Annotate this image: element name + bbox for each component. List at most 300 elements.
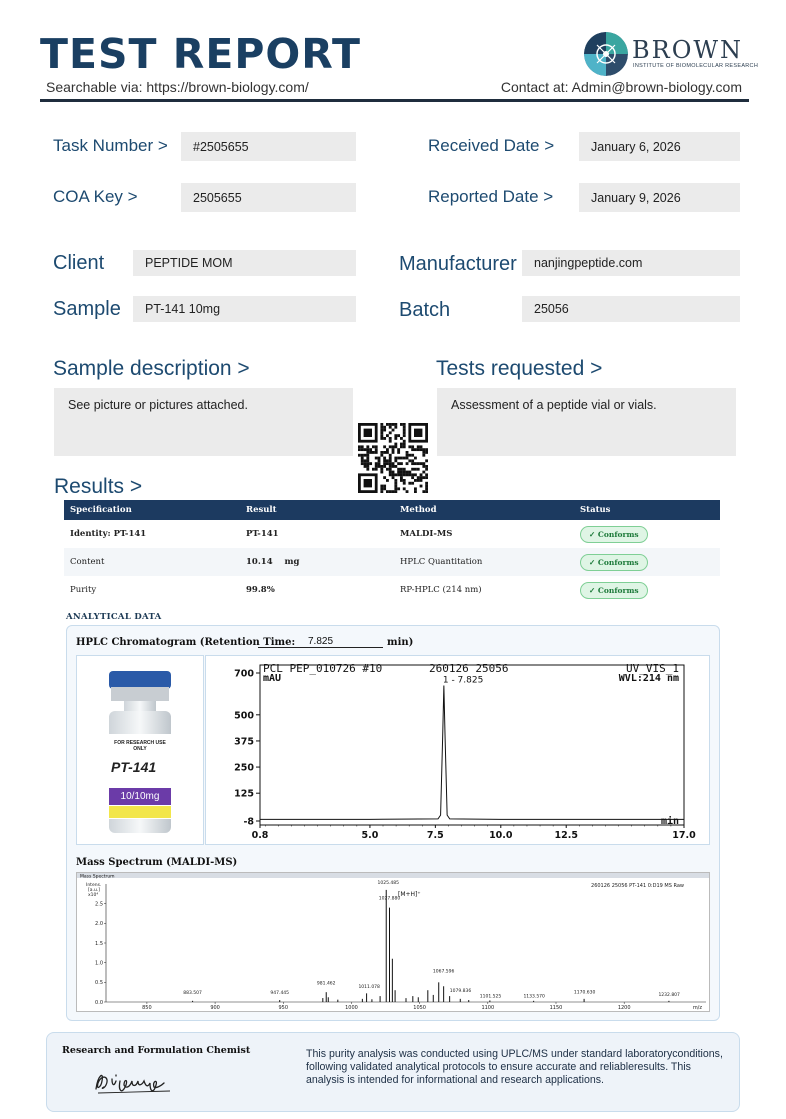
qr-module <box>406 451 409 454</box>
qr-module <box>397 451 400 454</box>
hplc-chromatogram <box>219 660 699 842</box>
qr-module <box>361 462 364 465</box>
qr-module <box>400 445 403 448</box>
qr-module <box>392 445 395 448</box>
qr-module <box>403 445 406 448</box>
qr-module <box>403 423 406 426</box>
chrom-x-tick-label: 10.0 <box>489 830 513 841</box>
qr-module <box>417 476 420 479</box>
ms-y-tick-label: 1.5 <box>95 940 103 947</box>
qr-module <box>414 448 417 451</box>
qr-module <box>389 426 392 429</box>
qr-module <box>411 476 414 479</box>
qr-module <box>386 423 389 426</box>
qr-module <box>408 454 411 457</box>
qr-module <box>392 473 395 476</box>
qr-finder-core <box>414 429 422 437</box>
qr-module <box>383 437 386 440</box>
qr-module <box>414 462 417 465</box>
qr-module <box>414 473 417 476</box>
qr-module <box>383 459 386 462</box>
qr-module <box>389 445 392 448</box>
qr-module <box>383 426 386 429</box>
row-result: 10.14 mg <box>240 548 394 576</box>
qr-module <box>394 473 397 476</box>
qr-module <box>386 462 389 465</box>
qr-module <box>400 473 403 476</box>
chrom-peak-label: 1 - 7.825 <box>442 675 484 686</box>
qr-module <box>383 476 386 479</box>
vial-name: PT-141 <box>111 759 157 775</box>
qr-module <box>380 451 383 454</box>
col-specification: Specification <box>64 500 240 520</box>
chemist-label: Research and Formulation Chemist <box>62 1045 251 1056</box>
qr-module <box>425 476 428 479</box>
qr-module <box>389 440 392 443</box>
qr-module <box>411 459 414 462</box>
chrom-x-tick-label: 5.0 <box>361 830 379 841</box>
ms-x-tick-label: 850 <box>142 1005 152 1011</box>
ms-x-tick-label: 950 <box>278 1005 289 1011</box>
qr-module <box>364 448 367 451</box>
chrom-header-right: UV_VIS_1 <box>626 662 679 675</box>
table-row <box>64 520 720 548</box>
vial-dose: 10/10mg <box>109 788 171 805</box>
ms-peak-label: 1079.836 <box>449 989 472 995</box>
chrom-x-tick-label: 17.0 <box>672 830 696 841</box>
qr-module <box>420 476 423 479</box>
qr-module <box>364 459 367 462</box>
qr-module <box>414 490 417 493</box>
qr-module <box>361 457 364 460</box>
qr-module <box>425 490 428 493</box>
qr-module <box>392 451 395 454</box>
qr-module <box>408 445 411 448</box>
qr-module <box>397 434 400 437</box>
qr-module <box>403 434 406 437</box>
qr-module <box>394 482 397 485</box>
qr-module <box>383 429 386 432</box>
row-result: PT-141 <box>240 520 394 548</box>
qr-module <box>422 451 425 454</box>
qr-module <box>383 445 386 448</box>
qr-module <box>380 454 383 457</box>
qr-module <box>417 448 420 451</box>
received-date-label: Received Date > <box>428 136 555 155</box>
report-title: TEST REPORT <box>40 30 361 78</box>
qr-module <box>364 462 367 465</box>
retention-time-value: 7.825 <box>258 636 383 648</box>
qr-module <box>366 457 369 460</box>
qr-module <box>403 487 406 490</box>
qr-module <box>411 448 414 451</box>
qr-module <box>378 465 381 468</box>
qr-module <box>406 471 409 474</box>
qr-module <box>366 465 369 468</box>
qr-module <box>422 448 425 451</box>
qr-finder-core <box>364 429 372 437</box>
row-method: MALDI-MS <box>394 520 574 548</box>
qr-module <box>386 459 389 462</box>
ms-header: Mass Spectrum <box>80 874 115 880</box>
qr-module <box>394 457 397 460</box>
col-method: Method <box>394 500 574 520</box>
qr-module <box>403 482 406 485</box>
ms-peak-label: 1170.630 <box>573 990 596 996</box>
qr-module <box>400 457 403 460</box>
coa-key-value: 2505655 <box>181 183 356 212</box>
chrom-x-tick-label: 0.8 <box>251 830 269 841</box>
qr-module <box>397 448 400 451</box>
mass-spectrum-title: Mass Spectrum (MALDI-MS) <box>76 857 238 868</box>
qr-module <box>386 490 389 493</box>
qr-module <box>361 448 364 451</box>
qr-module <box>400 443 403 446</box>
qr-module <box>425 448 428 451</box>
ms-y-tick-label: 2.5 <box>95 901 103 908</box>
qr-module <box>389 473 392 476</box>
qr-module <box>358 454 361 457</box>
qr-module <box>400 423 403 426</box>
qr-module <box>397 473 400 476</box>
reported-date-value: January 9, 2026 <box>579 183 740 212</box>
ms-peak-label: 1067.596 <box>432 969 455 975</box>
chrom-x-tick-label: 12.5 <box>554 830 578 841</box>
qr-module <box>422 462 425 465</box>
ms-peak-label: 1025.485 <box>377 881 400 886</box>
col-result: Result <box>240 500 394 520</box>
row-spec: Purity <box>64 576 240 604</box>
ms-y-tick-label: 1.0 <box>95 960 103 967</box>
searchable-url[interactable]: Searchable via: https://brown-biology.com/ <box>46 79 309 95</box>
qr-module <box>403 468 406 471</box>
qr-module <box>422 476 425 479</box>
chrom-header-left: PCL PEP_010726 #10 <box>263 662 383 675</box>
qr-module <box>408 459 411 462</box>
qr-module <box>386 468 389 471</box>
chrom-y-tick-label: 250 <box>234 762 254 774</box>
qr-module <box>389 437 392 440</box>
ms-x-tick-label: 1150 <box>549 1005 563 1011</box>
qr-module <box>383 487 386 490</box>
qr-module <box>425 482 428 485</box>
qr-module <box>403 457 406 460</box>
qr-module <box>394 459 397 462</box>
chrom-wvl: WVL:214 nm <box>618 673 679 684</box>
qr-module <box>403 473 406 476</box>
qr-module <box>411 462 414 465</box>
qr-module <box>375 448 378 451</box>
qr-module <box>383 451 386 454</box>
qr-module <box>425 468 428 471</box>
qr-module <box>389 468 392 471</box>
results-table <box>64 500 720 604</box>
qr-module <box>414 479 417 482</box>
ms-y-unit-2: [a.u.] <box>88 888 100 893</box>
qr-module <box>366 445 369 448</box>
qr-module <box>369 462 372 465</box>
qr-module <box>392 448 395 451</box>
qr-module <box>361 459 364 462</box>
hplc-title: HPLC Chromatogram (Retention Time: <box>76 637 296 648</box>
qr-module <box>378 457 381 460</box>
qr-module <box>389 423 392 426</box>
qr-module <box>422 490 425 493</box>
qr-module <box>380 468 383 471</box>
qr-module <box>380 471 383 474</box>
qr-module <box>366 459 369 462</box>
qr-module <box>375 465 378 468</box>
qr-module <box>361 454 364 457</box>
qr-module <box>394 479 397 482</box>
qr-module <box>400 468 403 471</box>
sample-description-heading: Sample description > <box>53 357 250 380</box>
manufacturer-label: Manufacturer <box>399 253 517 275</box>
qr-module <box>383 457 386 460</box>
ms-ion-label: [M+H]⁺ <box>398 891 421 898</box>
qr-module <box>422 465 425 468</box>
qr-module <box>397 468 400 471</box>
qr-module <box>397 462 400 465</box>
qr-module <box>394 465 397 468</box>
qr-module <box>383 485 386 488</box>
chrom-y-tick-label: 500 <box>234 710 254 722</box>
qr-module <box>380 487 383 490</box>
ms-x-tick-label: 1200 <box>617 1005 631 1011</box>
ms-x-tick-label: 1100 <box>481 1005 495 1011</box>
qr-module <box>394 490 397 493</box>
qr-module <box>380 490 383 493</box>
ms-peak-label: 981.462 <box>316 981 336 987</box>
ms-y-tick-label: 0.0 <box>95 999 103 1006</box>
qr-module <box>411 445 414 448</box>
qr-module <box>392 476 395 479</box>
table-row <box>64 548 720 576</box>
qr-module <box>366 448 369 451</box>
tests-requested-text: Assessment of a peptide vial or vials. <box>437 388 736 456</box>
qr-module <box>420 448 423 451</box>
qr-module <box>386 448 389 451</box>
ms-x-tick-label: 900 <box>210 1005 220 1011</box>
qr-module <box>403 431 406 434</box>
qr-module <box>392 465 395 468</box>
qr-module <box>380 465 383 468</box>
qr-module <box>366 462 369 465</box>
disclaimer-text: This purity analysis was conducted using UPLC/MS under standard laboratoryconditions, following validated analytical protocols to ensure accurate and reliableresults. This analysis is intended for informational and research applications. <box>306 1048 723 1086</box>
qr-module <box>425 451 428 454</box>
row-spec: Content <box>64 548 240 576</box>
col-status: Status <box>574 500 720 520</box>
qr-module <box>366 468 369 471</box>
client-value: PEPTIDE MOM <box>133 250 356 276</box>
reported-date-label: Reported Date > <box>428 187 554 206</box>
qr-module <box>400 476 403 479</box>
header-divider <box>40 99 749 102</box>
qr-module <box>389 490 392 493</box>
ms-file-label: 260126 25056 PT-141 0:D19 MS Raw <box>591 883 684 889</box>
qr-module <box>422 471 425 474</box>
qr-module <box>394 445 397 448</box>
qr-module <box>375 445 378 448</box>
mass-spectrum-chart <box>76 872 710 1012</box>
chrom-header-mid: 260126 25056 <box>429 662 509 675</box>
qr-module <box>389 459 392 462</box>
qr-module <box>403 471 406 474</box>
brand-subtitle: INSTITUTE OF BIOMOLECULAR RESEARCH <box>633 63 759 69</box>
qr-module <box>403 429 406 432</box>
qr-module <box>422 454 425 457</box>
batch-value: 25056 <box>522 296 740 322</box>
qr-module <box>411 482 414 485</box>
sample-label: Sample <box>53 298 121 320</box>
qr-module <box>400 471 403 474</box>
qr-module <box>389 431 392 434</box>
qr-module <box>378 459 381 462</box>
received-date-value: January 6, 2026 <box>579 132 740 161</box>
contact-email[interactable]: Contact at: Admin@brown-biology.com <box>500 79 742 95</box>
qr-module <box>372 445 375 448</box>
ms-x-unit: m/z <box>692 1005 702 1011</box>
qr-module <box>366 451 369 454</box>
results-header-row <box>64 500 720 520</box>
retention-time-unit: min) <box>387 637 414 648</box>
qr-module <box>425 473 428 476</box>
qr-module <box>406 454 409 457</box>
qr-module <box>361 445 364 448</box>
chrom-y-unit: mAU <box>263 673 282 684</box>
qr-module <box>386 434 389 437</box>
qr-module <box>425 487 428 490</box>
qr-module <box>372 468 375 471</box>
qr-module <box>366 454 369 457</box>
qr-module <box>403 443 406 446</box>
chrom-y-tick-label: 375 <box>234 736 254 748</box>
ms-peak-label: 1027.880 <box>378 896 401 902</box>
qr-finder-core <box>364 479 372 487</box>
ms-y-tick-label: 2.0 <box>95 921 103 928</box>
qr-module <box>414 487 417 490</box>
qr-module <box>411 468 414 471</box>
qr-module <box>364 454 367 457</box>
qr-module <box>400 479 403 482</box>
ms-y-unit-1: Intens. <box>86 883 102 888</box>
qr-module <box>394 423 397 426</box>
brand-logo-icon <box>584 32 628 76</box>
qr-module <box>392 429 395 432</box>
qr-module <box>389 471 392 474</box>
qr-module <box>420 462 423 465</box>
ms-y-unit-3: x10⁴ <box>88 893 99 898</box>
qr-module <box>380 423 383 426</box>
qr-module <box>425 485 428 488</box>
qr-module <box>383 462 386 465</box>
analytical-data-label: ANALYTICAL DATA <box>66 612 162 622</box>
chemist-signature <box>92 1067 184 1097</box>
ms-peak-label: 1011.078 <box>358 985 380 991</box>
qr-module <box>375 457 378 460</box>
qr-module <box>397 487 400 490</box>
task-number-value: #2505655 <box>181 132 356 161</box>
brand-name: BROWN <box>632 36 744 64</box>
qr-module <box>403 426 406 429</box>
qr-module <box>420 445 423 448</box>
qr-module <box>403 479 406 482</box>
qr-module <box>425 459 428 462</box>
qr-module <box>425 465 428 468</box>
qr-module <box>397 471 400 474</box>
qr-module <box>392 423 395 426</box>
task-number-label: Task Number > <box>53 136 168 155</box>
qr-module <box>417 445 420 448</box>
qr-module <box>403 440 406 443</box>
qr-module <box>400 437 403 440</box>
ms-peak-label: 1101.525 <box>479 994 502 1000</box>
row-result: 99.8% <box>240 576 394 604</box>
qr-module <box>380 431 383 434</box>
vial-photo <box>76 655 204 845</box>
chrom-y-tick-label: 700 <box>234 668 254 680</box>
coa-key-label: COA Key > <box>53 187 138 206</box>
qr-module <box>394 443 397 446</box>
qr-module <box>380 429 383 432</box>
qr-module <box>378 462 381 465</box>
batch-label: Batch <box>399 299 451 321</box>
qr-module <box>389 457 392 460</box>
table-row <box>64 576 720 604</box>
qr-module <box>386 451 389 454</box>
qr-module <box>380 434 383 437</box>
qr-module <box>420 479 423 482</box>
qr-module <box>392 490 395 493</box>
qr-module <box>394 487 397 490</box>
row-method: RP-HPLC (214 nm) <box>394 576 574 604</box>
row-method: HPLC Quantitation <box>394 548 574 576</box>
qr-module <box>380 485 383 488</box>
qr-module <box>386 479 389 482</box>
qr-module <box>380 426 383 429</box>
qr-module <box>375 462 378 465</box>
qr-module <box>417 468 420 471</box>
qr-module <box>394 434 397 437</box>
qr-code-icon[interactable] <box>358 423 428 498</box>
chrom-x-tick-label: 7.5 <box>426 830 444 841</box>
qr-module <box>364 465 367 468</box>
chrom-x-unit: min <box>660 816 679 827</box>
ms-y-tick-label: 0.5 <box>95 980 103 987</box>
ms-peak-label: 1232.807 <box>658 993 680 999</box>
qr-module <box>408 471 411 474</box>
status-badge: ✓ Conforms <box>580 582 648 599</box>
manufacturer-value: nanjingpeptide.com <box>522 250 740 276</box>
qr-module <box>383 465 386 468</box>
qr-module <box>389 454 392 457</box>
chrom-y-tick-label: -8 <box>243 816 254 828</box>
qr-module <box>369 448 372 451</box>
qr-module <box>358 448 361 451</box>
vial-research-label: FOR RESEARCH USE ONLY <box>114 740 166 752</box>
qr-module <box>406 457 409 460</box>
qr-module <box>411 454 414 457</box>
ms-x-tick-label: 1000 <box>345 1005 358 1011</box>
qr-module <box>394 437 397 440</box>
qr-module <box>397 457 400 460</box>
qr-module <box>406 490 409 493</box>
qr-module <box>400 462 403 465</box>
qr-module <box>389 462 392 465</box>
qr-module <box>414 468 417 471</box>
qr-module <box>417 462 420 465</box>
vial-yellow-band <box>109 806 171 818</box>
